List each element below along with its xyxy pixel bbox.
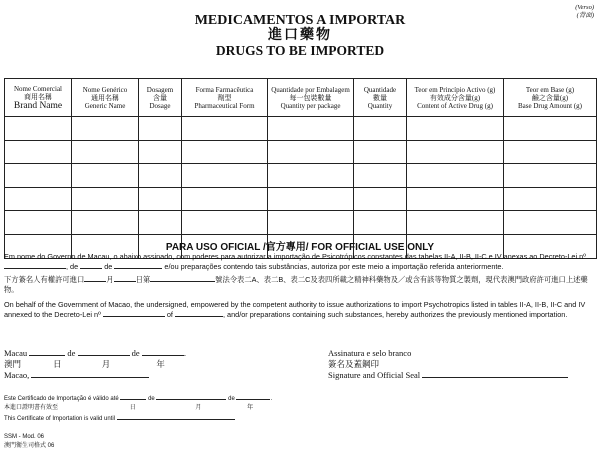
table-row (5, 164, 597, 188)
table-cell[interactable] (139, 140, 182, 164)
table-cell[interactable] (354, 164, 407, 188)
seal-label-zh: 簽名及蓋鋼印 (328, 359, 380, 369)
col-quantity-per-package: Quantidade por Embalagem 每一包裝數量 Quantity per package (268, 79, 354, 117)
decree-number-field[interactable] (4, 262, 66, 269)
table-cell[interactable] (354, 140, 407, 164)
form-code-zh: 澳門衛生司格式 06 (4, 443, 55, 449)
col-base-drug-amount: Teor em Base (g) 鹼之含量(g) Base Drug Amount (g) (504, 79, 597, 117)
paragraph-pt: Em nome do Governo de Macau, o abaixo assinado, com poderes para autorizar a importação de Psicotrópicos constantes das tabelas II-A, II-B, II-C e IV anexas ao Decreto-Lei nº , de de e/ou preparações contendo tais substâncias, autoriza por este meio a importação referida anteriormente. (4, 252, 586, 271)
table-cell[interactable] (182, 187, 268, 211)
paragraph-en: On behalf of the Government of Macao, the undersigned, empowered by the competent authority to issue authorizations to import Psychotropics listed in tables II-A, II-B, II-C and IV annexed to the Decreto-Lei nº of , and/or preparations containing such substances, hereby authorizes the previously mentioned importation. (4, 300, 586, 319)
table-cell[interactable] (5, 117, 72, 141)
valid-until-en-field[interactable] (117, 413, 235, 420)
table-cell[interactable] (354, 187, 407, 211)
table-row (5, 187, 597, 211)
table-cell[interactable] (407, 211, 504, 235)
table-row (5, 211, 597, 235)
decree-month-field[interactable] (114, 262, 162, 269)
certificate-validity: Este Certificado de Importação é válido até de de . 本進口證明書有效至 日 月 年 This Certificate of Importation is valid until (4, 393, 272, 424)
table-cell[interactable] (182, 117, 268, 141)
table-cell[interactable] (72, 140, 139, 164)
table-cell[interactable] (268, 140, 354, 164)
valid-day-field[interactable] (120, 393, 146, 400)
col-brand-name: Nome Comercial 商用名稱 Brand Name (5, 79, 72, 117)
zh-month-field[interactable] (114, 275, 136, 282)
table-cell[interactable] (268, 117, 354, 141)
table-cell[interactable] (139, 117, 182, 141)
table-row (5, 140, 597, 164)
en-decree-date-field[interactable] (175, 310, 223, 317)
table-cell[interactable] (268, 211, 354, 235)
table-cell[interactable] (182, 211, 268, 235)
table-cell[interactable] (139, 187, 182, 211)
form-code (4, 433, 54, 451)
place-date-block: Macau de de . 澳門 日 月 年 Macao, (4, 348, 186, 380)
table-cell[interactable] (72, 211, 139, 235)
table-cell[interactable] (139, 164, 182, 188)
table-cell[interactable] (407, 117, 504, 141)
col-pharmaceutical-form: Forma Farmacêutica 劑型 Pharmaceutical Form (182, 79, 268, 117)
sign-year-field[interactable] (142, 349, 184, 356)
title-pt: MEDICAMENTOS A IMPORTAR (194, 13, 406, 28)
official-use-heading: PARA USO OFICIAL /官方專用/ FOR OFFICIAL USE ONLY (165, 242, 435, 253)
table-cell[interactable] (504, 164, 597, 188)
table-cell[interactable] (5, 164, 72, 188)
col-quantity: Quantidade 數量 Quantity (354, 79, 407, 117)
signature-field[interactable] (422, 371, 568, 378)
col-active-drug-content: Teor em Princípio Activo (g) 有效成分含量(g) Content of Active Drug (g) (407, 79, 504, 117)
table-cell[interactable] (182, 164, 268, 188)
valid-month-field[interactable] (156, 393, 226, 400)
sign-month-field[interactable] (78, 349, 130, 356)
col-dosage: Dosagem 含量 Dosage (139, 79, 182, 117)
table-cell[interactable] (407, 164, 504, 188)
sign-date-en-field[interactable] (31, 371, 149, 378)
table-cell[interactable] (5, 211, 72, 235)
table-cell[interactable] (354, 211, 407, 235)
drugs-table (4, 78, 597, 259)
table-cell[interactable] (504, 117, 597, 141)
decree-day-field[interactable] (80, 262, 102, 269)
verso-pt: (Verso) (575, 4, 594, 11)
zh-year-field[interactable] (84, 275, 106, 282)
table-cell[interactable] (504, 211, 597, 235)
signature-block (328, 348, 568, 381)
page-title (0, 13, 600, 58)
seal-label-en: Signature and Official Seal (328, 370, 421, 380)
table-cell[interactable] (139, 211, 182, 235)
table-cell[interactable] (72, 164, 139, 188)
title-zh: 進口藥物 (268, 28, 332, 43)
en-decree-number-field[interactable] (103, 310, 165, 317)
valid-year-field[interactable] (236, 393, 270, 400)
table-cell[interactable] (268, 164, 354, 188)
table-cell[interactable] (268, 187, 354, 211)
title-en: DRUGS TO BE IMPORTED (215, 43, 385, 58)
table-cell[interactable] (5, 140, 72, 164)
paragraph-zh: 下方簽名人有權許可進口 月 日第 號法令表二A、表二B、表二C及表四所載之精神科藥物及／或含有該等物質之製劑，現代表澳門政府許可進口上述藥物。 (4, 275, 588, 294)
table-cell[interactable] (5, 187, 72, 211)
form-code-pt: SSM - Mod. 06 (4, 434, 45, 440)
verso-zh: (背面) (576, 12, 594, 19)
table-cell[interactable] (407, 187, 504, 211)
table-cell[interactable] (354, 117, 407, 141)
table-cell[interactable] (407, 140, 504, 164)
col-generic-name: Nome Genérico 通用名稱 Generic Name (72, 79, 139, 117)
table-row (5, 117, 597, 141)
table-header-row (5, 79, 597, 117)
sign-day-field[interactable] (29, 349, 65, 356)
table-cell[interactable] (504, 187, 597, 211)
seal-label-pt: Assinatura e selo branco (328, 348, 412, 358)
table-cell[interactable] (72, 187, 139, 211)
zh-decree-number-field[interactable] (150, 275, 215, 282)
table-cell[interactable] (182, 140, 268, 164)
table-cell[interactable] (72, 117, 139, 141)
table-cell[interactable] (504, 140, 597, 164)
